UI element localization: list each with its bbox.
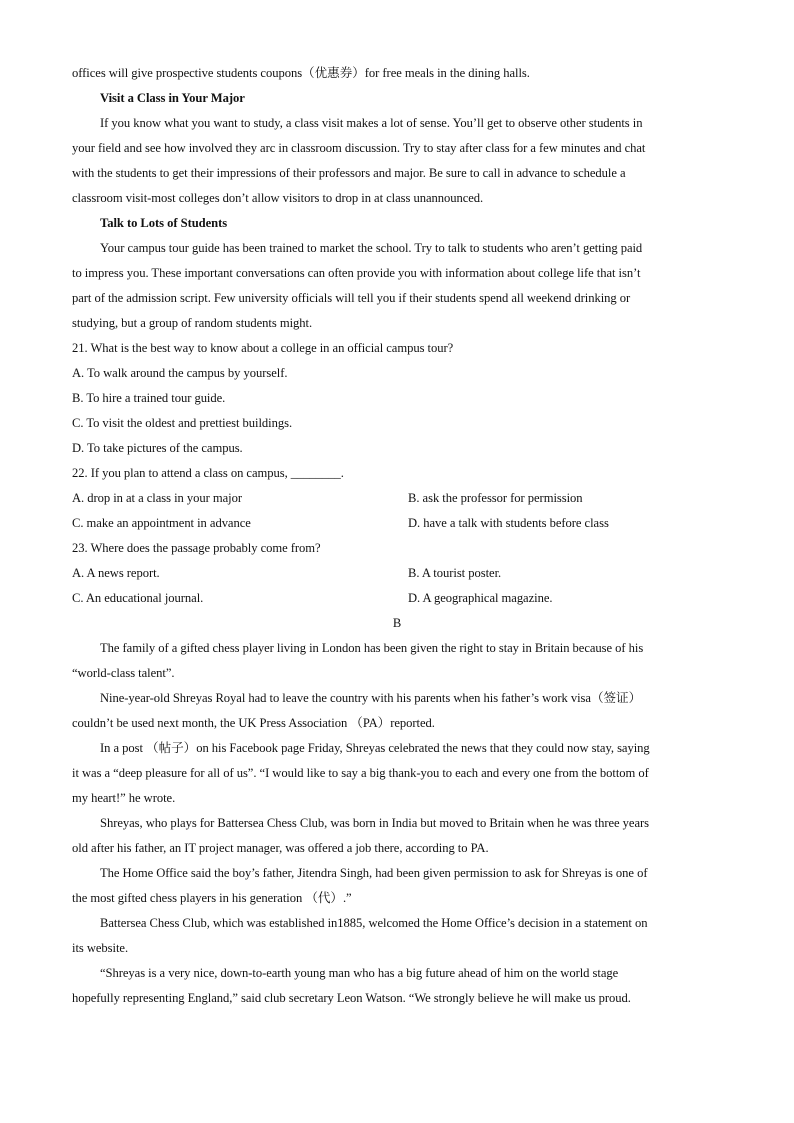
para1-line: your field and see how involved they arc in classroom discussion. Try to stay after class for a few minutes and chat xyxy=(72,141,646,155)
q23-options-row xyxy=(72,586,722,611)
question-23-stem: 23. Where does the passage probably come from? xyxy=(72,541,321,555)
para1-line: with the students to get their impressions of their professors and major. Be sure to call in advance to schedule a xyxy=(72,166,626,180)
b-para-line: the most gifted chess players in his generation （代）.” xyxy=(72,891,352,905)
q22-option-c: C. make an appointment in advance xyxy=(72,516,251,530)
b-para-line: Nine-year-old Shreyas Royal had to leave the country with his parents when his father’s work visa（签证） xyxy=(100,691,642,705)
b-para-line: The Home Office said the boy’s father, Jitendra Singh, had been given permission to ask for Shreyas is one of xyxy=(100,866,648,880)
q21-option-d: D. To take pictures of the campus. xyxy=(72,441,243,455)
b-para-line: my heart!” he wrote. xyxy=(72,791,176,805)
q22-options-row xyxy=(72,486,722,511)
q23-option-d: D. A geographical magazine. xyxy=(408,591,553,605)
q21-option-b: B. To hire a trained tour guide. xyxy=(72,391,226,405)
q23-option-b: B. A tourist poster. xyxy=(408,566,502,580)
para2-line: studying, but a group of random students might. xyxy=(72,316,313,330)
question-21-stem: 21. What is the best way to know about a college in an official campus tour? xyxy=(72,341,454,355)
b-para-line: In a post （帖子）on his Facebook page Friday, Shreyas celebrated the news that they could now stay, saying xyxy=(100,741,650,755)
q22-option-a: A. drop in at a class in your major xyxy=(72,491,242,505)
b-para-line: couldn’t be used next month, the UK Press Association （PA）reported. xyxy=(72,716,435,730)
document-page xyxy=(72,61,722,1011)
para2-line: part of the admission script. Few university officials will tell you if their students spend all weekend drinking or xyxy=(72,291,631,305)
b-para-line: it was a “deep pleasure for all of us”. “I would like to say a big thank-you to each and every one from the bottom of xyxy=(72,766,649,780)
q22-option-b: B. ask the professor for permission xyxy=(408,491,583,505)
b-para-line: its website. xyxy=(72,941,129,955)
b-para-line: hopefully representing England,” said club secretary Leon Watson. “We strongly believe he will make us proud. xyxy=(72,991,631,1005)
b-para-line: Shreyas, who plays for Battersea Chess Club, was born in India but moved to Britain when he was three years xyxy=(100,816,650,830)
b-para-line: “world-class talent”. xyxy=(72,666,175,680)
q22-option-d: D. have a talk with students before class xyxy=(408,516,609,530)
b-para-line: old after his father, an IT project manager, was offered a job there, according to PA. xyxy=(72,841,489,855)
q23-option-c: C. An educational journal. xyxy=(72,591,204,605)
q21-option-a: A. To walk around the campus by yourself. xyxy=(72,366,288,380)
q22-options-row xyxy=(72,511,722,536)
b-para-line: Battersea Chess Club, which was established in1885, welcomed the Home Office’s decision in a statement on xyxy=(100,916,648,930)
b-para-line: “Shreyas is a very nice, down-to-earth young man who has a big future ahead of him on the world stage xyxy=(100,966,619,980)
intro-end-line: offices will give prospective students coupons（优惠券）for free meals in the dining halls. xyxy=(72,66,530,80)
q23-option-a: A. A news report. xyxy=(72,566,160,580)
para1-line: If you know what you want to study, a class visit makes a lot of sense. You’ll get to observe other students in xyxy=(100,116,643,130)
q23-options-row xyxy=(72,561,722,586)
para2-line: Your campus tour guide has been trained to market the school. Try to talk to students who aren’t getting paid xyxy=(100,241,643,255)
heading-visit-class: Visit a Class in Your Major xyxy=(100,91,245,105)
para2-line: to impress you. These important conversations can often provide you with information about college life that isn’t xyxy=(72,266,641,280)
question-22-stem: 22. If you plan to attend a class on campus, ________. xyxy=(72,466,344,480)
heading-talk-students: Talk to Lots of Students xyxy=(100,216,228,230)
para1-line: classroom visit-most colleges don’t allow visitors to drop in at class unannounced. xyxy=(72,191,484,205)
b-para-line: The family of a gifted chess player living in London has been given the right to stay in Britain because of his xyxy=(100,641,644,655)
q21-option-c: C. To visit the oldest and prettiest buildings. xyxy=(72,416,293,430)
section-b-label: B xyxy=(392,616,402,630)
